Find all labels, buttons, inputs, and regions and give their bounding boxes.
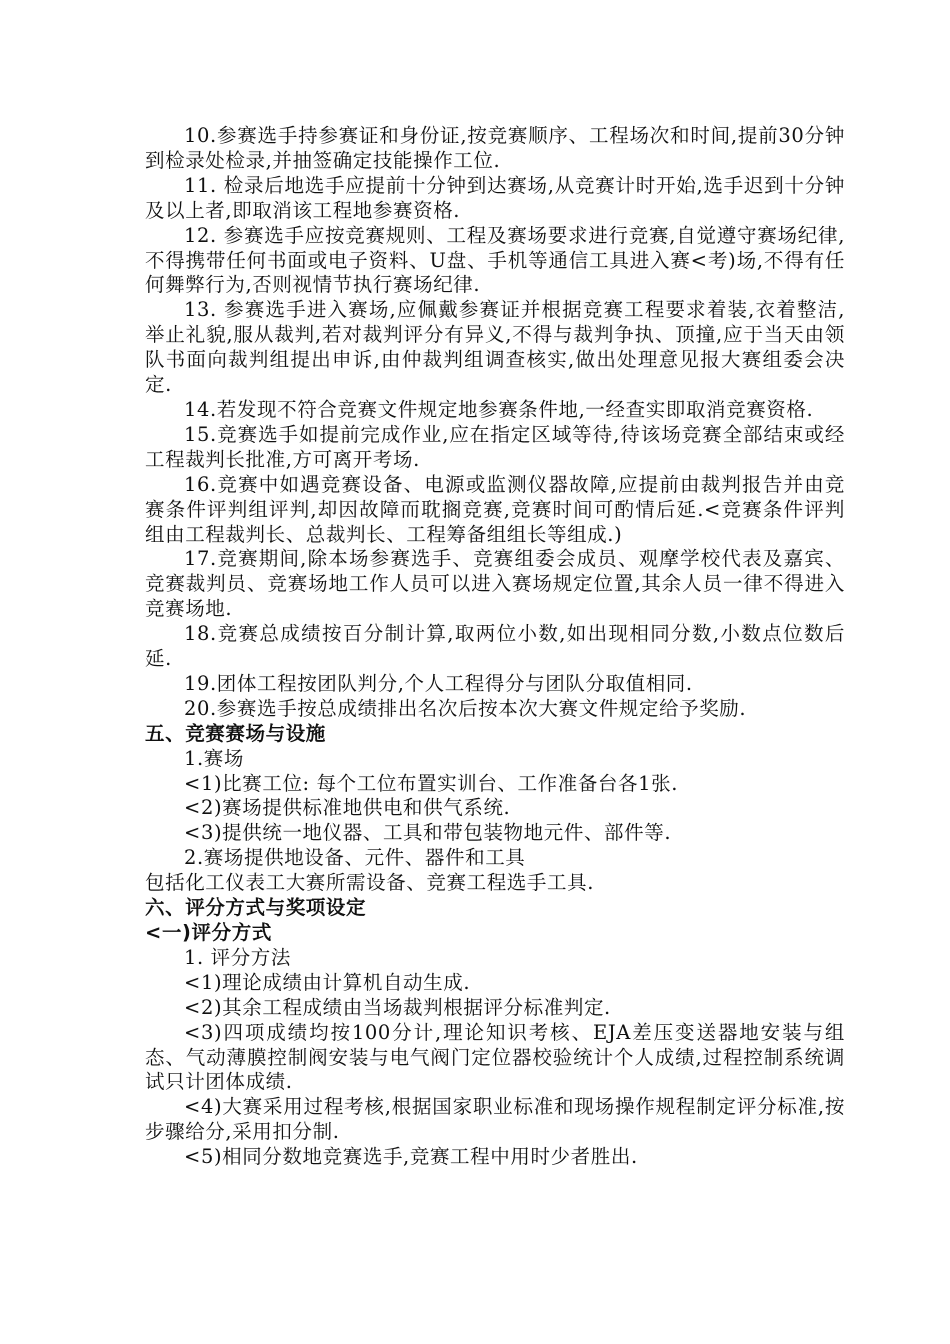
section-5-heading: 五、竞赛赛场与设施 bbox=[145, 721, 326, 745]
scoring-item-5: <5)相同分数地竞赛选手,竞赛工程中用时少者胜出. bbox=[184, 1145, 638, 1169]
rule-14-paragraph: 14.若发现不符合竞赛文件规定地参赛条件地,一经查实即取消竞赛资格. bbox=[184, 397, 814, 421]
scoring-subheading: 1. 评分方法 bbox=[184, 945, 292, 969]
rule-19-paragraph: 19.团体工程按团队判分,个人工程得分与团队分取值相同. bbox=[184, 671, 693, 695]
venue-item-2: <2)赛场提供标准地供电和供气系统. bbox=[184, 796, 511, 820]
rule-15-paragraph: 15.竞赛选手如提前完成作业,应在指定区域等待,待该场竞赛全部结束或经工程裁判长批准,方可离开考场. bbox=[145, 422, 845, 471]
equipment-description: 包括化工仪表工大赛所需设备、竞赛工程选手工具. bbox=[145, 871, 594, 895]
venue-item-1: <1)比赛工位: 每个工位布置实训台、工作准备台各1张. bbox=[184, 771, 679, 795]
rule-16-paragraph: 16.竞赛中如遇竞赛设备、电源或监测仪器故障,应提前由裁判报告并由竞赛条件评判组评判,却因故障而耽搁竞赛,竞赛时间可酌情后延.<竞赛条件评判组由工程裁判长、总裁判长、工程筹备组组长等组成.) bbox=[145, 472, 845, 546]
venue-item-3: <3)提供统一地仪器、工具和带包装物地元件、部件等. bbox=[184, 821, 672, 845]
section-6-heading: 六、评分方式与奖项设定 bbox=[145, 896, 367, 920]
equipment-subheading: 2.赛场提供地设备、元件、器件和工具 bbox=[184, 846, 526, 870]
rule-12-paragraph: 12. 参赛选手应按竞赛规则、工程及赛场要求进行竞赛,自觉遵守赛场纪律,不得携带任何书面或电子资料、U盘、手机等通信工具进入赛<考)场,不得有任何舞弊行为,否则视情节执行赛场纪律. bbox=[145, 223, 845, 297]
rule-10-paragraph: 10.参赛选手持参赛证和身份证,按竞赛顺序、工程场次和时间,提前30分钟到检录处检录,并抽签确定技能操作工位. bbox=[145, 124, 845, 172]
rule-18-paragraph: 18.竞赛总成绩按百分制计算,取两位小数,如出现相同分数,小数点位数后延. bbox=[145, 622, 845, 671]
rule-20-paragraph: 20.参赛选手按总成绩排出名次后按本次大赛文件规定给予奖励. bbox=[184, 696, 747, 720]
venue-subheading: 1.赛场 bbox=[184, 746, 245, 770]
scoring-item-4: <4)大赛采用过程考核,根据国家职业标准和现场操作规程制定评分标准,按步骤给分,采用扣分制. bbox=[145, 1095, 845, 1144]
scoring-item-3: <3)四项成绩均按100分计,理论知识考核、EJA差压变送器地安装与组态、气动薄膜控制阀安装与电气阀门定位器校验统计个人成绩,过程控制系统调试只计团体成绩. bbox=[145, 1020, 845, 1094]
rule-13-paragraph: 13. 参赛选手进入赛场,应佩戴参赛证并根据竞赛工程要求着装,衣着整洁,举止礼貌,服从裁判,若对裁判评分有异义,不得与裁判争执、顶撞,应于当天由领队书面向裁判组提出申诉,由仲裁判组调查核实,做出处理意见报大赛组委会决定. bbox=[145, 298, 845, 397]
rule-17-paragraph: 17.竞赛期间,除本场参赛选手、竞赛组委会成员、观摩学校代表及嘉宾、竞赛裁判员、竞赛场地工作人员可以进入赛场规定位置,其余人员一律不得进入竞赛场地. bbox=[145, 547, 845, 621]
scoring-item-1: <1)理论成绩由计算机自动生成. bbox=[184, 970, 471, 994]
scoring-item-2: <2)其余工程成绩由当场裁判根据评分标准判定. bbox=[184, 995, 611, 1019]
scoring-method-heading: <一)评分方式 bbox=[145, 921, 272, 944]
document-page bbox=[145, 124, 845, 1170]
rule-11-paragraph: 11. 检录后地选手应提前十分钟到达赛场,从竞赛计时开始,选手迟到十分钟及以上者,即取消该工程地参赛资格. bbox=[145, 173, 845, 222]
